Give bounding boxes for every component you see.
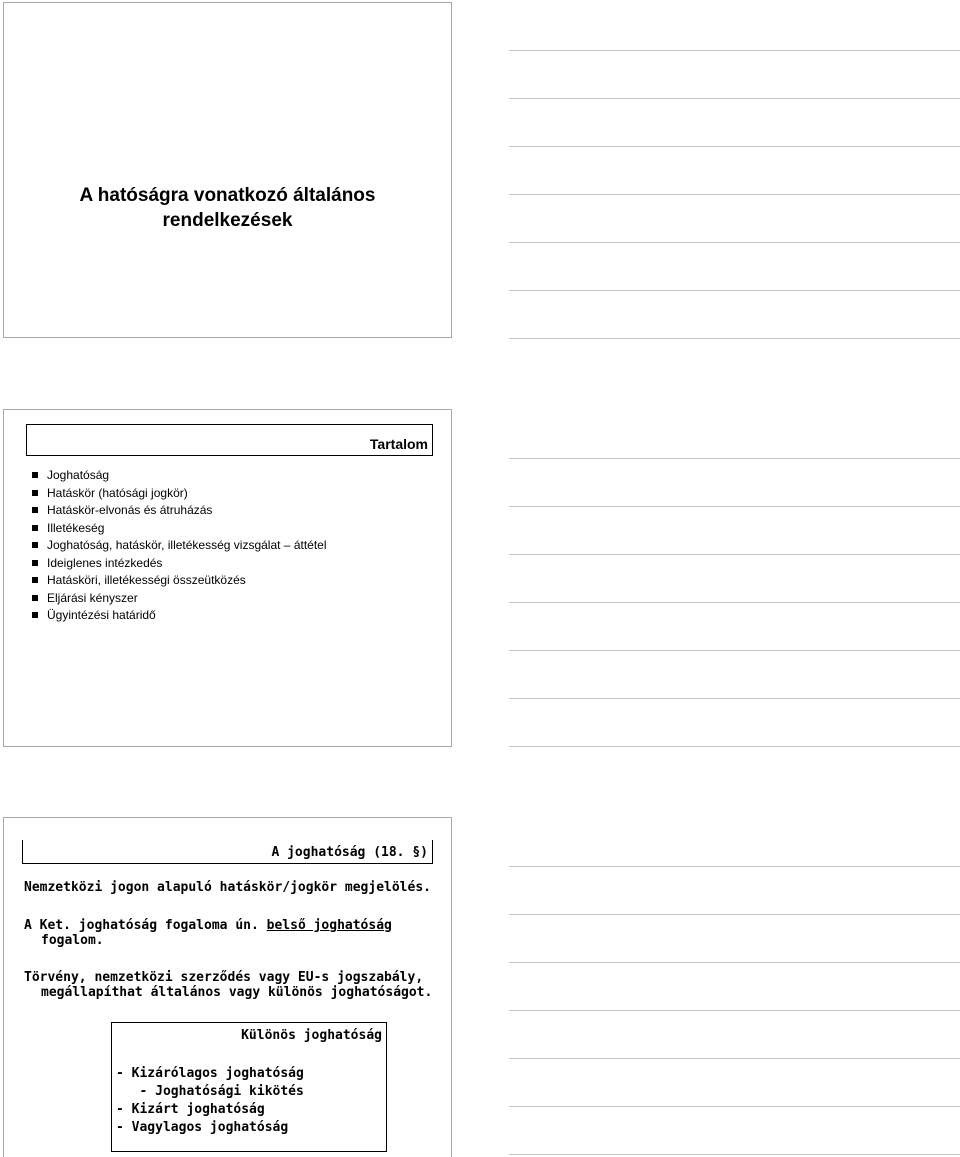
list-item: Hatáskör-elvonás és átruházás	[30, 502, 327, 520]
paragraph-2-underlined: belső joghatóság	[266, 918, 392, 933]
list-item: Joghatóság	[30, 467, 327, 485]
special-jurisdiction-list	[116, 1065, 304, 1137]
list-item: - Kizárólagos joghatóság	[116, 1066, 304, 1081]
slide-2-title: Tartalom	[369, 436, 428, 452]
slide-1-title-line-2: rendelkezések	[162, 210, 293, 231]
list-item: - Kizárt joghatóság	[116, 1102, 265, 1117]
paragraph-1: Nemzetközi jogon alapuló hatáskör/jogkör megjelölés.	[24, 880, 431, 895]
list-item: - Joghatósági kikötés	[116, 1084, 304, 1099]
note-line	[509, 1058, 960, 1059]
special-jurisdiction-box	[111, 1022, 387, 1152]
note-line	[509, 50, 960, 51]
note-line	[509, 146, 960, 147]
list-item: - Vagylagos joghatóság	[116, 1120, 289, 1135]
slide-2-title-box	[26, 424, 433, 456]
note-line	[509, 194, 960, 195]
slide-3-title-box	[22, 840, 433, 864]
list-item: Eljárási kényszer	[30, 590, 327, 608]
note-line	[509, 1106, 960, 1107]
contents-list	[30, 467, 327, 625]
note-line	[509, 242, 960, 243]
slide-2	[3, 409, 452, 747]
note-line	[509, 650, 960, 651]
list-item: Hatásköri, illetékességi összeütközés	[30, 572, 327, 590]
slide-1-title-line-1: A hatóságra vonatkozó általános	[79, 185, 376, 206]
list-item: Joghatóság, hatáskör, illetékesség vizsgálat – áttétel	[30, 537, 327, 555]
paragraph-2-continuation: fogalom.	[41, 933, 104, 948]
paragraph-3-line-1: Törvény, nemzetközi szerződés vagy EU-s jogszabály,	[24, 970, 424, 985]
note-line	[509, 962, 960, 963]
paragraph-2	[24, 918, 392, 948]
note-line	[509, 554, 960, 555]
paragraph-2-text: A Ket. joghatóság fogaloma ún.	[24, 918, 267, 933]
note-line	[509, 338, 960, 339]
note-line	[509, 746, 960, 747]
note-line	[509, 458, 960, 459]
paragraph-3	[24, 970, 432, 1000]
list-item: Hatáskör (hatósági jogkör)	[30, 485, 327, 503]
note-line	[509, 602, 960, 603]
paragraph-3-line-2: megállapíthat általános vagy különös joghatóságot.	[41, 985, 433, 1000]
slide-1-title	[4, 183, 451, 233]
list-item: Illetékeség	[30, 520, 327, 538]
note-line	[509, 1154, 960, 1155]
note-line	[509, 506, 960, 507]
special-jurisdiction-title: Különös joghatóság	[241, 1028, 382, 1043]
slide-3-title: A joghatóság (18. §)	[271, 845, 428, 860]
note-line	[509, 1010, 960, 1011]
note-line	[509, 698, 960, 699]
note-line	[509, 866, 960, 867]
list-item: Ügyintézési határidő	[30, 607, 327, 625]
note-line	[509, 914, 960, 915]
slide-1	[3, 2, 452, 338]
slide-3	[3, 817, 452, 1157]
note-line	[509, 98, 960, 99]
list-item: Ideiglenes intézkedés	[30, 555, 327, 573]
note-line	[509, 290, 960, 291]
